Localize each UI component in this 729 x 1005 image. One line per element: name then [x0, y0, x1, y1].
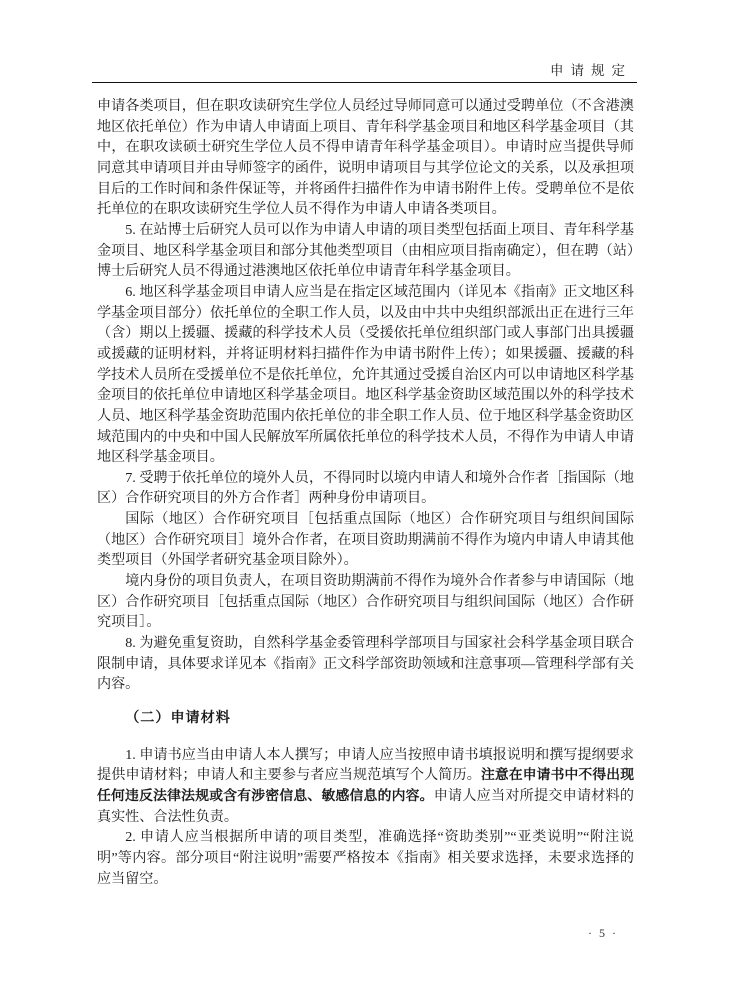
text-run: 申请各类项目，但在职攻读研究生学位人员经过导师同意可以通过受聘单位（不含港澳地区依托单位）作为申请人申请面上项目、青年科学基金项目和地区科学基金项目（其中，在职攻读硕士研究生学位人员不得申请青年科学基金项目）。申请时应当提供导师同意其申请项目并由导师签字的函件，说明申请项目与其学位论文的关系，以及承担项目后的工作时间和条件保证等，并将函件扫描件作为申请书附件上传。受聘单位不是依托单位的在职攻读研究生学位人员不得作为申请人申请各类项目。 [97, 98, 634, 218]
paragraph [97, 282, 634, 468]
text-run: （二）申请材料 [125, 710, 231, 727]
text-run: 1. 申请书应当由申请人本人撰写；申请人应当按照申请书填报说明和撰写提纲要求提供申请材料；申请人和主要参与者应当规范填写个人简历。 [97, 746, 634, 784]
paragraph [97, 468, 634, 509]
page-number: · 5 · [588, 926, 618, 940]
paragraph [97, 571, 634, 633]
page-header-title: 申请规定 [550, 63, 632, 78]
bold-text-run: 注意在申请书中不得出现任何违反法律法规或含有涉密信息、敏感信息的内容。 [97, 767, 635, 803]
paragraph [97, 633, 634, 695]
text-run: 境内身份的项目负责人，在项目资助期满前不得作为境外合作者参与申请国际（地区）合作研究项目［包括重点国际（地区）合作研究项目与组织间国际（地区）合作研究项目］。 [97, 573, 634, 631]
text-run: 2. 申请人应当根据所申请的项目类型，准确选择“资助类别”“亚类说明”“附注说明”等内容。部分项目“附注说明”需要严格按本《指南》相关要求选择，未要求选择的应当留空。 [97, 829, 634, 887]
text-run: 5. 在站博士后研究人员可以作为申请人申请的项目类型包括面上项目、青年科学基金项目、地区科学基金项目和部分其他类型项目（由相应项目指南确定），但在聘（站）博士后研究人员不得通过港澳地区依托单位申请青年科学基金项目。 [97, 221, 634, 280]
document-body [97, 96, 634, 889]
paragraph [97, 745, 634, 828]
header-rule [92, 82, 637, 83]
paragraph [97, 96, 634, 220]
text-run: 7. 受聘于依托单位的境外人员，不得同时以境内申请人和境外合作者［指国际（地区）合作研究项目的外方合作者］两种身份申请项目。 [97, 469, 634, 507]
paragraph [97, 827, 634, 889]
text-run: 8. 为避免重复资助，自然科学基金委管理科学部项目与国家社会科学基金项目联合限制申请，具体要求详见本《指南》正文科学部资助领域和注意事项—管理科学部有关内容。 [97, 635, 634, 693]
text-run: 国际（地区）合作研究项目［包括重点国际（地区）合作研究项目与组织间国际（地区）合作研究项目］境外合作者，在项目资助期满前不得作为境内申请人申请其他类型项目（外国学者研究基金项目除外）。 [97, 511, 634, 569]
paragraph [97, 220, 634, 282]
paragraph [97, 509, 634, 571]
text-run: 申请人应当对所提交申请材料的真实性、合法性负责。 [97, 788, 635, 825]
text-run: 6. 地区科学基金项目申请人应当是在指定区域范围内（详见本《指南》正文地区科学基金项目部分）依托单位的全职工作人员，以及由中共中央组织部派出正在进行三年（含）期以上援疆、援藏的科学技术人员（受援依托单位组织部门或人事部门出具援疆或援藏的证明材料，并将证明材料扫描件作为申请书附件上传）；如果援疆、援藏的科学技术人员所在受援单位不是依托单位，允许其通过受援自治区内可以申请地区科学基金项目的依托单位申请地区科学基金项目。地区科学基金资助区域范围以外的科学技术人员、地区科学基金资助范围内依托单位的非全职工作人员、位于地区科学基金资助区域范围内的中央和中国人民解放军所属依托单位的科学技术人员，不得作为申请人申请地区科学基金项目。 [97, 283, 634, 466]
section-heading [97, 708, 634, 729]
